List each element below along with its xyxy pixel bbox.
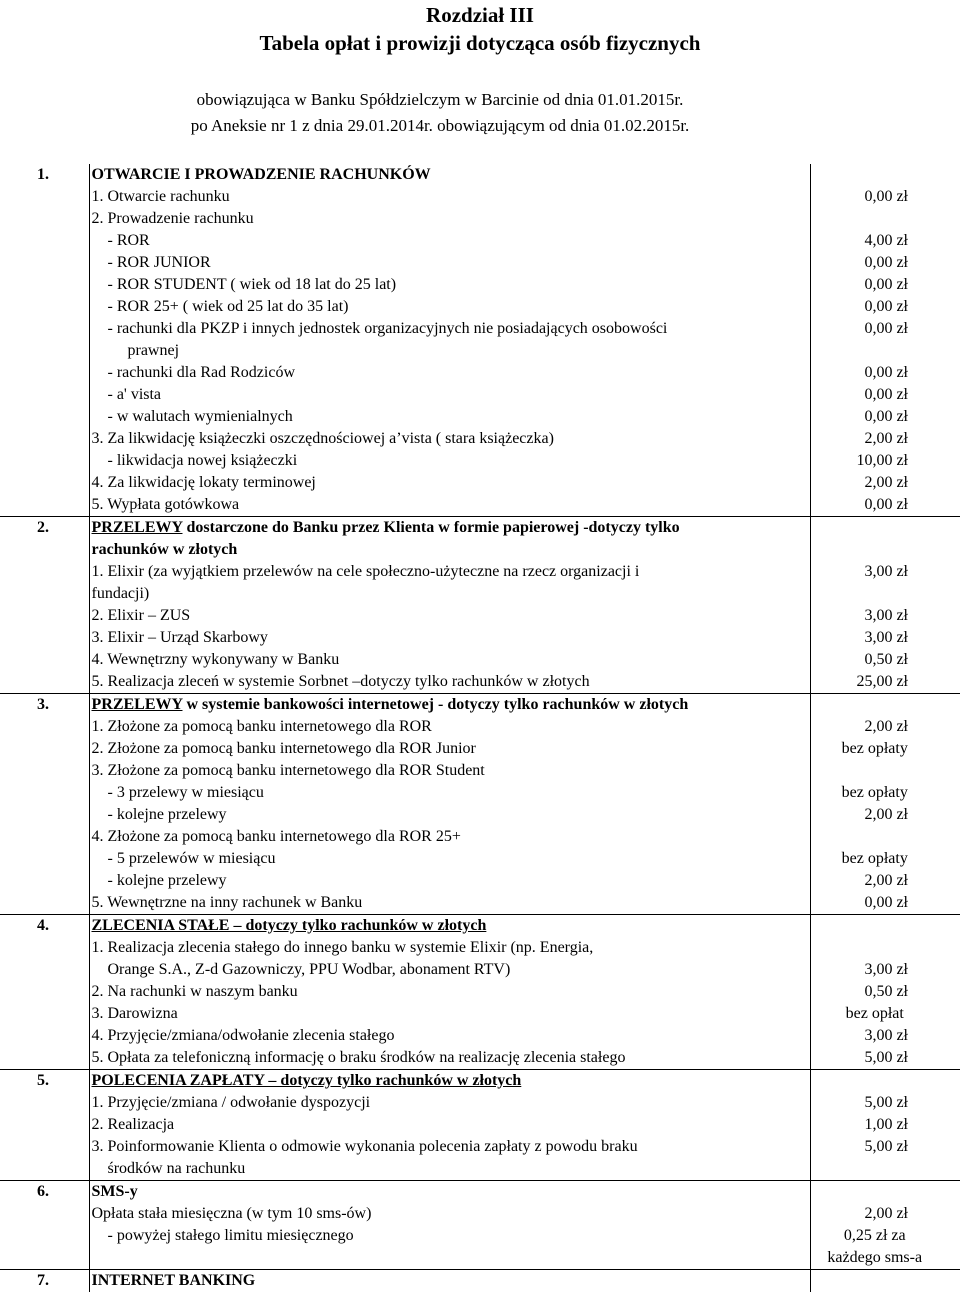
item-text: - 3 przelewy w miesiącu xyxy=(107,784,264,801)
item-price: 0,00 zł xyxy=(864,188,908,205)
table-row xyxy=(0,1247,960,1270)
table-row xyxy=(0,605,960,627)
item-price: 5,00 zł xyxy=(864,1049,908,1066)
item-text: 1. Elixir (za wyjątkiem przelewów na cele społeczno-użyteczne na rzecz organizacji i xyxy=(91,563,640,580)
table-row xyxy=(0,583,960,605)
table-row xyxy=(0,296,960,318)
table-row xyxy=(0,738,960,760)
item-price: 2,00 zł xyxy=(864,872,908,889)
item-text: - ROR 25+ ( wiek od 25 lat do 35 lat) xyxy=(107,298,349,315)
table-row xyxy=(0,716,960,738)
section-number: 6. xyxy=(0,1181,89,1204)
table-row xyxy=(0,274,960,296)
table-row xyxy=(0,870,960,892)
table-row xyxy=(0,937,960,959)
table-row xyxy=(0,1203,960,1225)
item-price: 0,50 zł xyxy=(864,651,908,668)
table-row xyxy=(0,649,960,671)
page-title: Tabela opłat i prowizji dotycząca osób fizycznych xyxy=(259,31,701,55)
item-price: 5,00 zł xyxy=(864,1094,908,1111)
section-number: 1. xyxy=(0,164,89,186)
item-price: 0,00 zł xyxy=(864,408,908,425)
item-text: 3. Za likwidację książeczki oszczędnościowej a’vista ( stara książeczka) xyxy=(91,430,554,447)
item-text: 1. Złożone za pomocą banku internetowego dla ROR xyxy=(91,718,432,735)
section-heading-keyword: PRZELEWY xyxy=(91,519,183,536)
item-text: - ROR JUNIOR xyxy=(107,254,211,271)
table-row xyxy=(0,1225,960,1247)
item-price: 0,00 zł xyxy=(864,364,908,381)
table-row xyxy=(0,208,960,230)
table-row xyxy=(0,981,960,1003)
item-text: - rachunki dla Rad Rodziców xyxy=(107,364,295,381)
item-price xyxy=(810,583,960,605)
item-text: 5. Realizacja zleceń w systemie Sorbnet –dotyczy tylko rachunków w złotych xyxy=(91,673,590,690)
item-price xyxy=(810,1158,960,1181)
item-price: bez opłaty xyxy=(841,850,908,867)
item-price xyxy=(810,340,960,362)
table-row xyxy=(0,1158,960,1181)
table-row xyxy=(0,1025,960,1047)
table-row xyxy=(0,1003,960,1025)
table-row xyxy=(0,252,960,274)
fee-table xyxy=(0,164,960,1292)
item-price: 0,00 zł xyxy=(864,320,908,337)
section-number: 3. xyxy=(0,694,89,717)
item-price: 0,00 zł xyxy=(864,276,908,293)
item-text: - rachunki dla PKZP i innych jednostek organizacyjnych nie posiadających osobowości xyxy=(107,320,668,337)
table-row xyxy=(0,340,960,362)
item-price: 2,00 zł xyxy=(864,718,908,735)
item-price: 0,00 zł xyxy=(864,254,908,271)
table-row xyxy=(0,892,960,915)
section-header xyxy=(0,1070,960,1093)
table-row xyxy=(0,450,960,472)
item-price: 2,00 zł xyxy=(864,806,908,823)
item-text: - 5 przelewów w miesiącu xyxy=(107,850,276,867)
section-heading: SMS-y xyxy=(89,1181,810,1204)
table-row xyxy=(0,384,960,406)
item-text: fundacji) xyxy=(91,585,150,602)
item-text: 2. Na rachunki w naszym banku xyxy=(91,983,298,1000)
table-row xyxy=(0,428,960,450)
item-text: prawnej xyxy=(127,342,180,359)
item-text: 2. Prowadzenie rachunku xyxy=(91,210,254,227)
section-header xyxy=(0,1181,960,1204)
item-text: - likwidacja nowej książeczki xyxy=(107,452,298,469)
item-text: 3. Elixir – Urząd Skarbowy xyxy=(91,629,268,646)
item-text: 4. Wewnętrzny wykonywany w Banku xyxy=(91,651,340,668)
table-row xyxy=(0,561,960,583)
table-row xyxy=(0,230,960,252)
table-row xyxy=(0,826,960,848)
item-text: Orange S.A., Z-d Gazowniczy, PPU Wodbar, abonament RTV) xyxy=(107,961,511,978)
section-heading: OTWARCIE I PROWADZENIE RACHUNKÓW xyxy=(89,164,810,186)
section-header xyxy=(0,694,960,717)
validity-line-2: po Aneksie nr 1 z dnia 29.01.2014r. obowiązującym od dnia 01.02.2015r. xyxy=(190,116,690,135)
table-row xyxy=(0,318,960,340)
item-text: 4. Za likwidację lokaty terminowej xyxy=(91,474,316,491)
item-price: 5,00 zł xyxy=(864,1138,908,1155)
item-price xyxy=(810,826,960,848)
table-row xyxy=(0,539,960,561)
section-header xyxy=(0,915,960,938)
item-text: - kolejne przelewy xyxy=(107,806,227,823)
item-text: 5. Wewnętrzne na inny rachunek w Banku xyxy=(91,894,363,911)
table-row xyxy=(0,782,960,804)
table-row xyxy=(0,472,960,494)
item-text: 5. Wypłata gotówkowa xyxy=(91,496,240,513)
item-text: - ROR xyxy=(107,232,150,249)
section-header xyxy=(0,1270,960,1293)
section-number: 2. xyxy=(0,517,89,540)
item-price: 0,00 zł xyxy=(864,298,908,315)
table-row xyxy=(0,406,960,428)
table-row xyxy=(0,848,960,870)
item-price: 3,00 zł xyxy=(864,629,908,646)
item-text: 1. Otwarcie rachunku xyxy=(91,188,230,205)
item-text: 4. Przyjęcie/zmiana/odwołanie zlecenia stałego xyxy=(91,1027,395,1044)
item-text: Opłata stała miesięczna (w tym 10 sms-ów) xyxy=(91,1205,372,1222)
item-text: - kolejne przelewy xyxy=(107,872,227,889)
item-price: 0,00 zł xyxy=(864,894,908,911)
table-row xyxy=(0,804,960,826)
item-text: - w walutach wymienialnych xyxy=(107,408,293,425)
table-row xyxy=(0,959,960,981)
item-text: - powyżej stałego limitu miesięcznego xyxy=(107,1227,354,1244)
table-row xyxy=(0,494,960,517)
item-price: 0,00 zł xyxy=(864,496,908,513)
item-price: 1,00 zł xyxy=(864,1116,908,1133)
validity-line-1: obowiązująca w Banku Spółdzielczym w Barcinie od dnia 01.01.2015r. xyxy=(196,90,684,109)
table-row xyxy=(0,186,960,208)
item-text: 2. Realizacja xyxy=(91,1116,175,1133)
section-heading-keyword: PRZELEWY xyxy=(91,696,183,713)
table-row xyxy=(0,362,960,384)
table-row xyxy=(0,760,960,782)
section-number: 5. xyxy=(0,1070,89,1093)
item-price: 4,00 zł xyxy=(864,232,908,249)
section-heading: w systemie bankowości internetowej - dotyczy tylko rachunków w złotych xyxy=(182,696,689,713)
item-price: 0,50 zł xyxy=(864,983,908,1000)
item-text: 5. Opłata za telefoniczną informację o braku środków na realizację zlecenia stałego xyxy=(91,1049,626,1066)
item-text: 3. Złożone za pomocą banku internetowego dla ROR Student xyxy=(91,762,485,779)
item-text: 4. Złożone za pomocą banku internetowego dla ROR 25+ xyxy=(91,828,461,845)
section-header xyxy=(0,164,960,186)
item-text: 2. Elixir – ZUS xyxy=(91,607,191,624)
item-price: bez opłaty xyxy=(841,784,908,801)
item-price: 2,00 zł xyxy=(864,1205,908,1222)
table-row xyxy=(0,1136,960,1158)
item-price: 0,25 zł za xyxy=(843,1227,906,1244)
item-price: 3,00 zł xyxy=(864,1027,908,1044)
item-price: 3,00 zł xyxy=(864,563,908,580)
table-row xyxy=(0,627,960,649)
item-text: 2. Złożone za pomocą banku internetowego dla ROR Junior xyxy=(91,740,476,757)
section-heading: POLECENIA ZAPŁATY – dotyczy tylko rachunków w złotych xyxy=(89,1070,810,1093)
item-price xyxy=(810,208,960,230)
item-price: 25,00 zł xyxy=(856,673,908,690)
section-heading: ZLECENIA STAŁE – dotyczy tylko rachunków w złotych xyxy=(89,915,810,938)
item-price: bez opłat xyxy=(845,1005,904,1022)
item-text: 3. Darowizna xyxy=(91,1005,178,1022)
item-price: każdego sms-a xyxy=(827,1249,923,1266)
item-price: 3,00 zł xyxy=(864,961,908,978)
table-row xyxy=(0,1092,960,1114)
item-text: - a' vista xyxy=(107,386,162,403)
item-text: - ROR STUDENT ( wiek od 18 lat do 25 lat) xyxy=(107,276,397,293)
section-number: 4. xyxy=(0,915,89,938)
item-price: 10,00 zł xyxy=(856,452,908,469)
item-text: środków na rachunku xyxy=(107,1160,246,1177)
item-price: bez opłaty xyxy=(841,740,908,757)
section-heading: INTERNET BANKING xyxy=(89,1270,810,1293)
section-number: 7. xyxy=(0,1270,89,1293)
table-row xyxy=(0,1114,960,1136)
item-text: 1. Przyjęcie/zmiana / odwołanie dyspozycji xyxy=(91,1094,371,1111)
item-price xyxy=(810,937,960,959)
table-row xyxy=(0,671,960,694)
table-row xyxy=(0,1047,960,1070)
section-header xyxy=(0,517,960,540)
item-price: 2,00 zł xyxy=(864,474,908,491)
item-text: 1. Realizacja zlecenia stałego do innego banku w systemie Elixir (np. Energia, xyxy=(91,939,594,956)
item-price: 2,00 zł xyxy=(864,430,908,447)
item-text: 3. Poinformowanie Klienta o odmowie wykonania polecenia zapłaty z powodu braku xyxy=(91,1138,638,1155)
chapter-title: Rozdział III xyxy=(426,3,534,27)
item-price: 3,00 zł xyxy=(864,607,908,624)
item-price xyxy=(810,760,960,782)
item-price: 0,00 zł xyxy=(864,386,908,403)
section-heading: dostarczone do Banku przez Klienta w formie papierowej -dotyczy tylko xyxy=(182,519,680,536)
section-heading-continuation: rachunków w złotych xyxy=(89,539,810,561)
